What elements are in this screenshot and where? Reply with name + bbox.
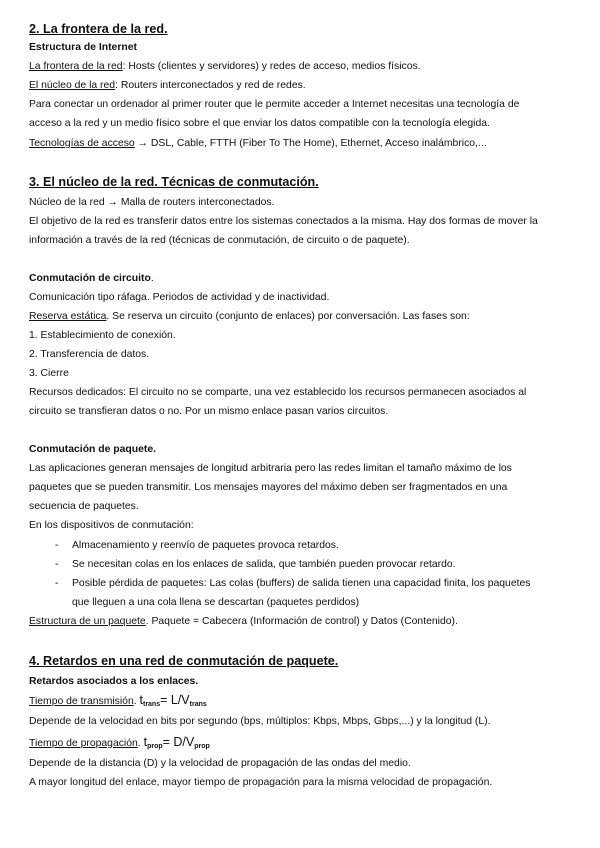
paragraph-line: El objetivo de la red es transferir datos entre los sistemas conectados a la misma. Hay dos formas de mover la [29, 216, 538, 227]
bullet-item: Se necesitan colas en los enlaces de salida, que también pueden provocar retardo. [72, 559, 456, 570]
frontera-line [29, 60, 421, 73]
bullet-dash: - [55, 540, 59, 551]
propagacion-formula-line [29, 736, 210, 753]
section-3-title: 3. El núcleo de la red. Técnicas de conmutación. [29, 175, 319, 189]
formula-equation: = L/V [160, 693, 190, 707]
paragraph-line: información a través de la red (técnicas de conmutación, de circuito o de paquete). [29, 235, 410, 246]
estructura-paquete-line [29, 615, 458, 628]
bullet-dash: - [55, 578, 59, 589]
paragraph-line: paquetes que se pueden transmitir. Los mensajes mayores del máximo deben ser fragmentados en una [29, 482, 508, 493]
paragraph-line: Depende de la distancia (D) y la velocidad de propagación de las ondas del medio. [29, 758, 411, 769]
reserva-label: Reserva estática [29, 311, 107, 322]
paquete-title: Conmutación de paquete. [29, 444, 157, 455]
reserva-line [29, 310, 470, 323]
formula-subscript: trans [142, 701, 161, 708]
nucleo-text: : Routers interconectados y red de redes. [115, 80, 306, 91]
phase-item: 1. Establecimiento de conexión. [29, 330, 176, 341]
formula-subscript: prop [194, 743, 210, 750]
bullet-item: Almacenamiento y reenvío de paquetes provoca retardos. [72, 540, 339, 551]
phase-item: 2. Transferencia de datos. [29, 349, 150, 360]
circuito-title: Conmutación de circuito [29, 273, 151, 284]
formula-subscript: trans [189, 701, 207, 708]
frontera-label: La frontera de la red [29, 61, 123, 72]
section-4-title: 4. Retardos en una red de conmutación de paquete. [29, 654, 339, 668]
section-4-subtitle: Retardos asociados a los enlaces. [29, 676, 199, 687]
paragraph-line: Para conectar un ordenador al primer router que le permite acceder a Internet necesitas una tecnología de [29, 99, 520, 110]
bullet-dash: - [55, 559, 59, 570]
transmision-dot: . [133, 696, 140, 707]
transmision-label: Tiempo de transmisión [29, 696, 134, 707]
reserva-text: . Se reserva un circuito (conjunto de enlaces) por conversación. Las fases son: [106, 311, 470, 322]
paragraph-line: Núcleo de la red → Malla de routers interconectados. [29, 197, 275, 208]
tecnologias-text: → DSL, Cable, FTTH (Fiber To The Home), Ethernet, Acceso inalámbrico,... [134, 138, 487, 149]
paragraph-line: Comunicación tipo ráfaga. Periodos de actividad y de inactividad. [29, 292, 330, 303]
bullet-item-continued: que lleguen a una cola llena se descartan (paquetes perdidos) [72, 597, 360, 608]
frontera-text: : Hosts (clientes y servidores) y redes de acceso, medios físicos. [122, 61, 421, 72]
tecnologias-line [29, 137, 487, 150]
paragraph-line: acceso a la red y un medio físico sobre el que enviar los datos compatible con la tecnología elegida. [29, 118, 490, 129]
nucleo-line [29, 79, 306, 92]
propagacion-dot: . [137, 738, 144, 749]
propagacion-label: Tiempo de propagación [29, 738, 138, 749]
estructura-text: . Paquete = Cabecera (Información de control) y Datos (Contenido). [145, 616, 458, 627]
bullet-item: Posible pérdida de paquetes: Las colas (buffers) de salida tienen una capacidad finita, los paquetes [72, 578, 531, 589]
circuito-dot: . [150, 273, 154, 284]
transmision-formula-line [29, 694, 207, 711]
paragraph-line: circuito se transfieran datos o no. Por un mismo enlace pasan varios circuitos. [29, 406, 389, 417]
formula-t: t [139, 693, 143, 707]
tecnologias-label: Tecnologías de acceso [29, 138, 135, 149]
paragraph-line: En los dispositivos de conmutación: [29, 520, 194, 531]
paragraph-line: Depende de la velocidad en bits por segundo (bps, múltiplos: Kbps, Mbps, Gbps,...) y la longitud (L). [29, 716, 491, 727]
paragraph-line: Recursos dedicados: El circuito no se comparte, una vez establecido los recursos permanecen asociados al [29, 387, 527, 398]
formula-equation: = D/V [162, 735, 195, 749]
phase-item: 3. Cierre [29, 368, 69, 379]
circuito-heading [29, 272, 154, 285]
formula-t: t [143, 735, 148, 749]
section-2-subtitle: Estructura de Internet [29, 42, 137, 53]
nucleo-label: El núcleo de la red [29, 80, 116, 91]
formula-subscript: prop [147, 743, 163, 750]
estructura-label: Estructura de un paquete [29, 616, 146, 627]
paragraph-line: secuencia de paquetes. [29, 501, 139, 512]
section-2-title: 2. La frontera de la red. [29, 22, 168, 36]
paragraph-line: Las aplicaciones generan mensajes de longitud arbitraria pero las redes limitan el tamaño máximo de los [29, 463, 512, 474]
paragraph-line: A mayor longitud del enlace, mayor tiempo de propagación para la misma velocidad de propagación. [29, 777, 493, 788]
